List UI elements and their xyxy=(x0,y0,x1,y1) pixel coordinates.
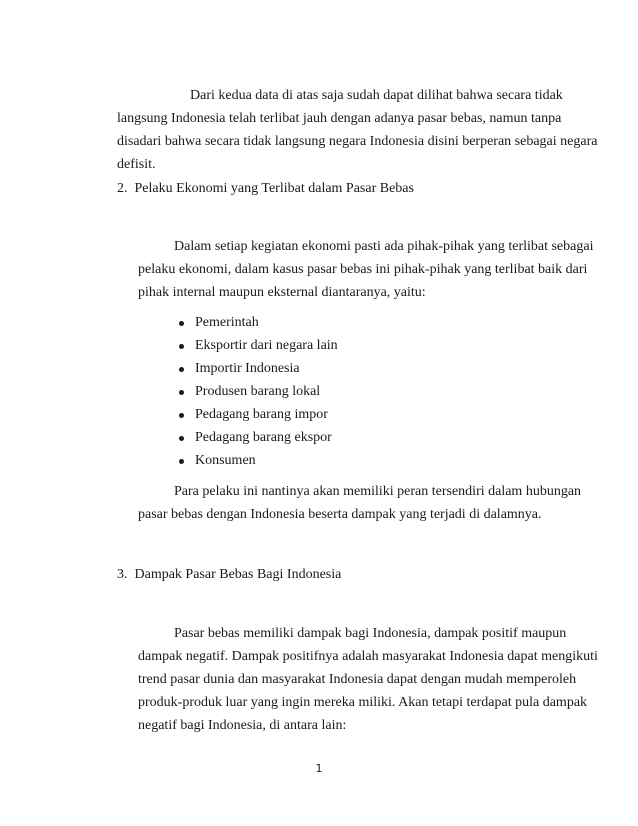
bullet-dot xyxy=(179,459,184,464)
section-3-heading: 3. Dampak Pasar Bebas Bagi Indonesia xyxy=(117,567,342,582)
list-item: Importir Indonesia xyxy=(195,361,300,376)
list-item: Konsumen xyxy=(195,453,256,468)
section-3-para1-line-5: negatif bagi Indonesia, di antara lain: xyxy=(138,718,347,733)
list-item: Produsen barang lokal xyxy=(195,384,321,399)
section-3-para1-line-4: produk-produk luar yang ingin mereka miliki. Akan tetapi terdapat pula dampak xyxy=(138,695,588,710)
section-2-para1-line-2: pelaku ekonomi, dalam kasus pasar bebas ini pihak-pihak yang terlibat baik dari xyxy=(138,262,588,277)
list-item: Pemerintah xyxy=(195,315,259,330)
bullet-dot xyxy=(179,436,184,441)
section-3-para1-line-2: dampak negatif. Dampak positifnya adalah masyarakat Indonesia dapat mengikuti xyxy=(138,649,598,664)
list-item: Eksportir dari negara lain xyxy=(195,338,338,353)
section-3-para1-line-3: trend pasar dunia dan masyarakat Indonesia dapat dengan mudah memperoleh xyxy=(138,672,577,687)
section-2-para1-line-3: pihak internal maupun eksternal diantaranya, yaitu: xyxy=(138,285,426,300)
section-2-para1-line-1: Dalam setiap kegiatan ekonomi pasti ada pihak-pihak yang terlibat sebagai xyxy=(174,239,594,254)
list-item: Pedagang barang impor xyxy=(195,407,328,422)
bullet-dot xyxy=(179,413,184,418)
section-2-para2-line-1: Para pelaku ini nantinya akan memiliki peran tersendiri dalam hubungan xyxy=(174,484,582,499)
section-2-para2-line-2: pasar bebas dengan Indonesia beserta dampak yang terjadi di dalamnya. xyxy=(138,507,542,522)
section-2-heading: 2. Pelaku Ekonomi yang Terlibat dalam Pasar Bebas xyxy=(117,181,414,196)
intro-line-3: disadari bahwa secara tidak langsung negara Indonesia disini berperan sebagai negara xyxy=(117,134,598,149)
intro-line-2: langsung Indonesia telah terlibat jauh dengan adanya pasar bebas, namun tanpa xyxy=(117,111,562,126)
section-3-para1-line-1: Pasar bebas memiliki dampak bagi Indonesia, dampak positif maupun xyxy=(174,626,567,641)
list-item: Pedagang barang ekspor xyxy=(195,430,332,445)
intro-line-4: defisit. xyxy=(117,157,156,172)
bullet-dot xyxy=(179,390,184,395)
bullet-dot xyxy=(179,321,184,326)
page-number: 1 xyxy=(315,762,323,775)
bullet-dot xyxy=(179,344,184,349)
bullet-dot xyxy=(179,367,184,372)
intro-line-1: Dari kedua data di atas saja sudah dapat dilihat bahwa secara tidak xyxy=(190,88,563,103)
